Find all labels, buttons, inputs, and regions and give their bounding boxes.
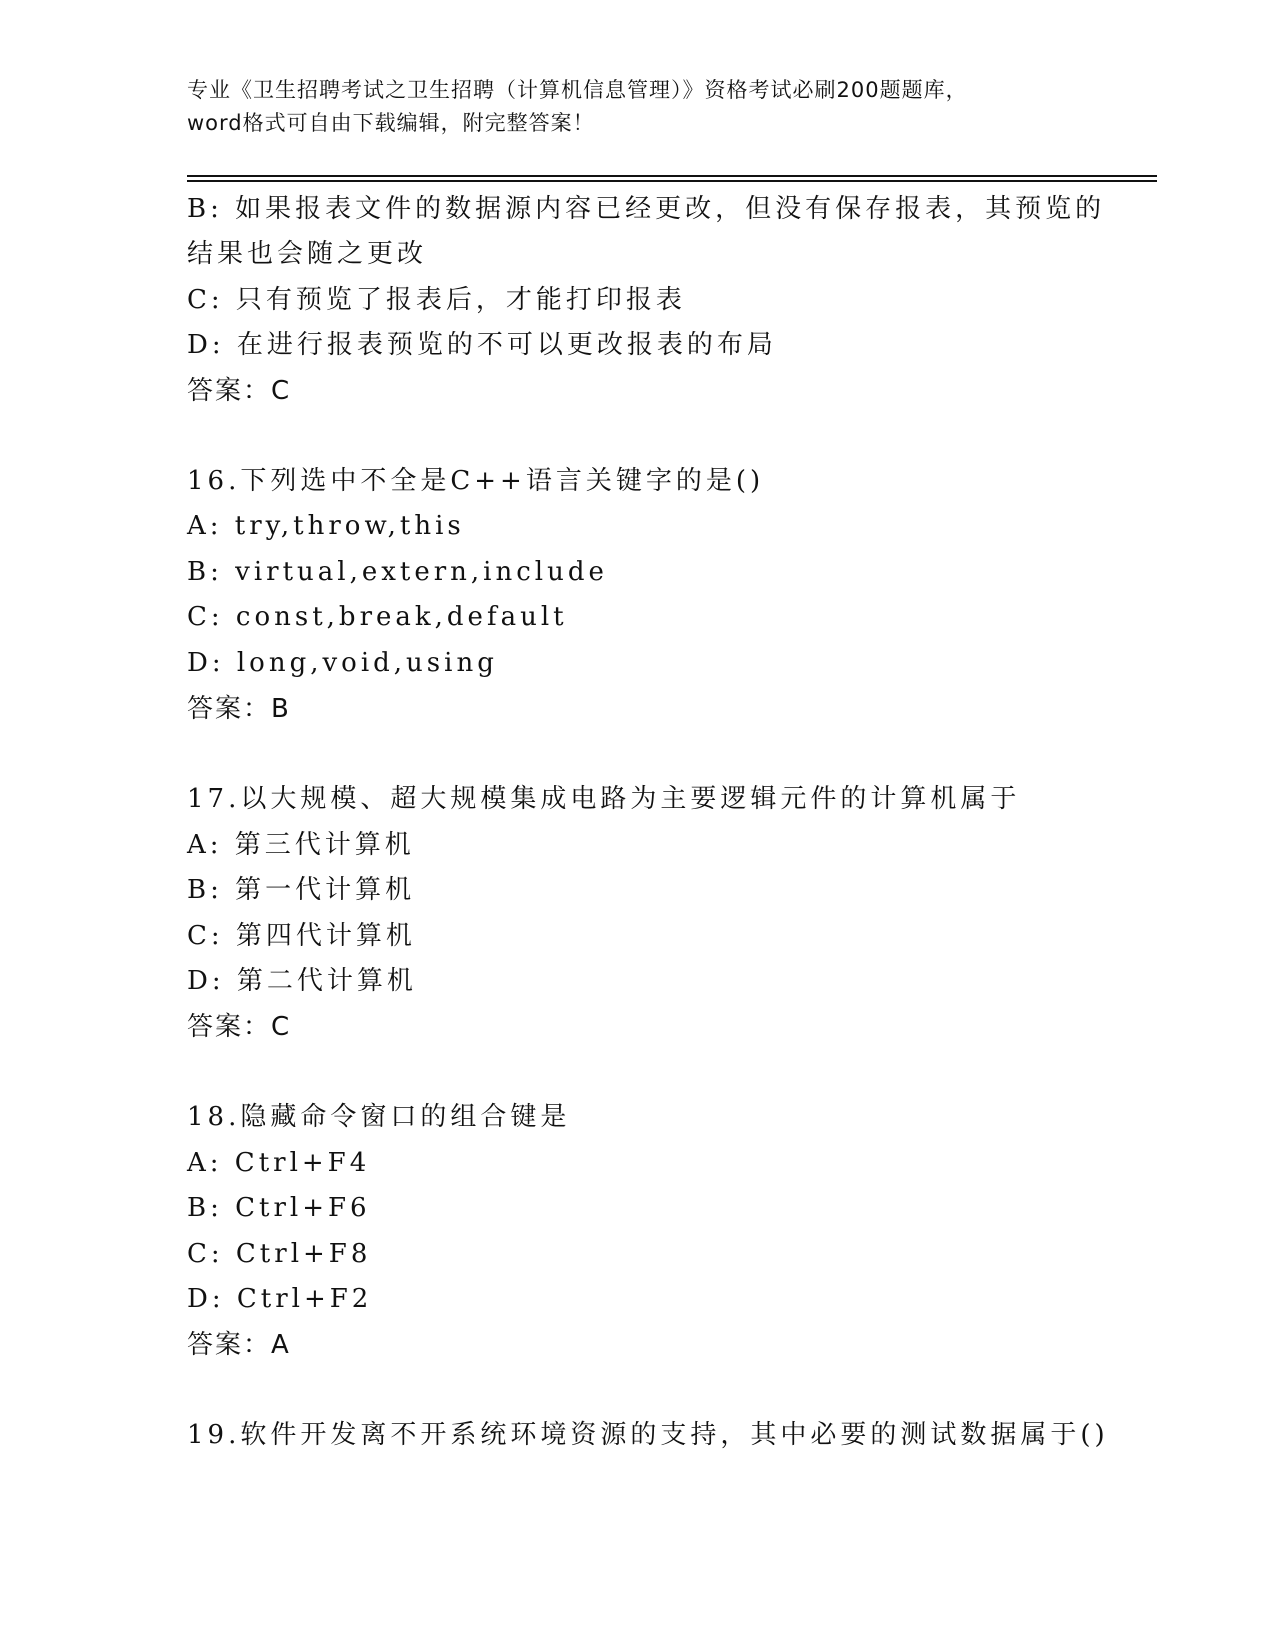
question-16-stem: 16.下列选中不全是C++语言关键字的是() — [187, 466, 765, 496]
prev-option-c: C: 只有预览了报表后，才能打印报表 — [187, 285, 686, 315]
question-18-option-c: C: Ctrl+F8 — [187, 1239, 372, 1269]
prev-option-b-line-1: B: 如果报表文件的数据源内容已经更改，但没有保存报表，其预览的 — [187, 194, 1106, 224]
question-17-answer: 答案：C — [187, 1012, 292, 1042]
question-16-option-a: A: try,throw,this — [187, 511, 465, 541]
question-17-option-b: B: 第一代计算机 — [187, 875, 416, 905]
question-17-option-a: A: 第三代计算机 — [187, 830, 415, 860]
question-16-option-c: C: const,break,default — [187, 602, 568, 632]
header-line-1: 专业《卫生招聘考试之卫生招聘（计算机信息管理）》资格考试必刷200题题库， — [187, 78, 968, 102]
question-17-stem: 17.以大规模、超大规模集成电路为主要逻辑元件的计算机属于 — [187, 784, 1021, 814]
question-16-option-d: D: long,void,using — [187, 648, 498, 678]
question-18-option-b: B: Ctrl+F6 — [187, 1193, 371, 1223]
prev-answer: 答案：C — [187, 376, 292, 406]
question-19-stem: 19.软件开发离不开系统环境资源的支持，其中必要的测试数据属于() — [187, 1420, 1109, 1450]
question-18-option-a: A: Ctrl+F4 — [187, 1148, 371, 1178]
question-18-option-d: D: Ctrl+F2 — [187, 1284, 373, 1314]
header-divider-top — [187, 175, 1157, 177]
document-header — [187, 74, 1087, 140]
header-divider-bottom — [187, 180, 1157, 182]
question-18-answer: 答案：A — [187, 1330, 291, 1360]
question-16-answer: 答案：B — [187, 694, 291, 724]
question-17-option-d: D: 第二代计算机 — [187, 966, 417, 996]
prev-option-b-line-2: 结果也会随之更改 — [187, 239, 428, 269]
question-16-option-b: B: virtual,extern,include — [187, 557, 608, 587]
header-line-2: word格式可自由下载编辑，附完整答案！ — [187, 111, 595, 135]
question-18-stem: 18.隐藏命令窗口的组合键是 — [187, 1102, 571, 1132]
prev-option-d: D: 在进行报表预览的不可以更改报表的布局 — [187, 330, 777, 360]
question-17-option-c: C: 第四代计算机 — [187, 921, 416, 951]
